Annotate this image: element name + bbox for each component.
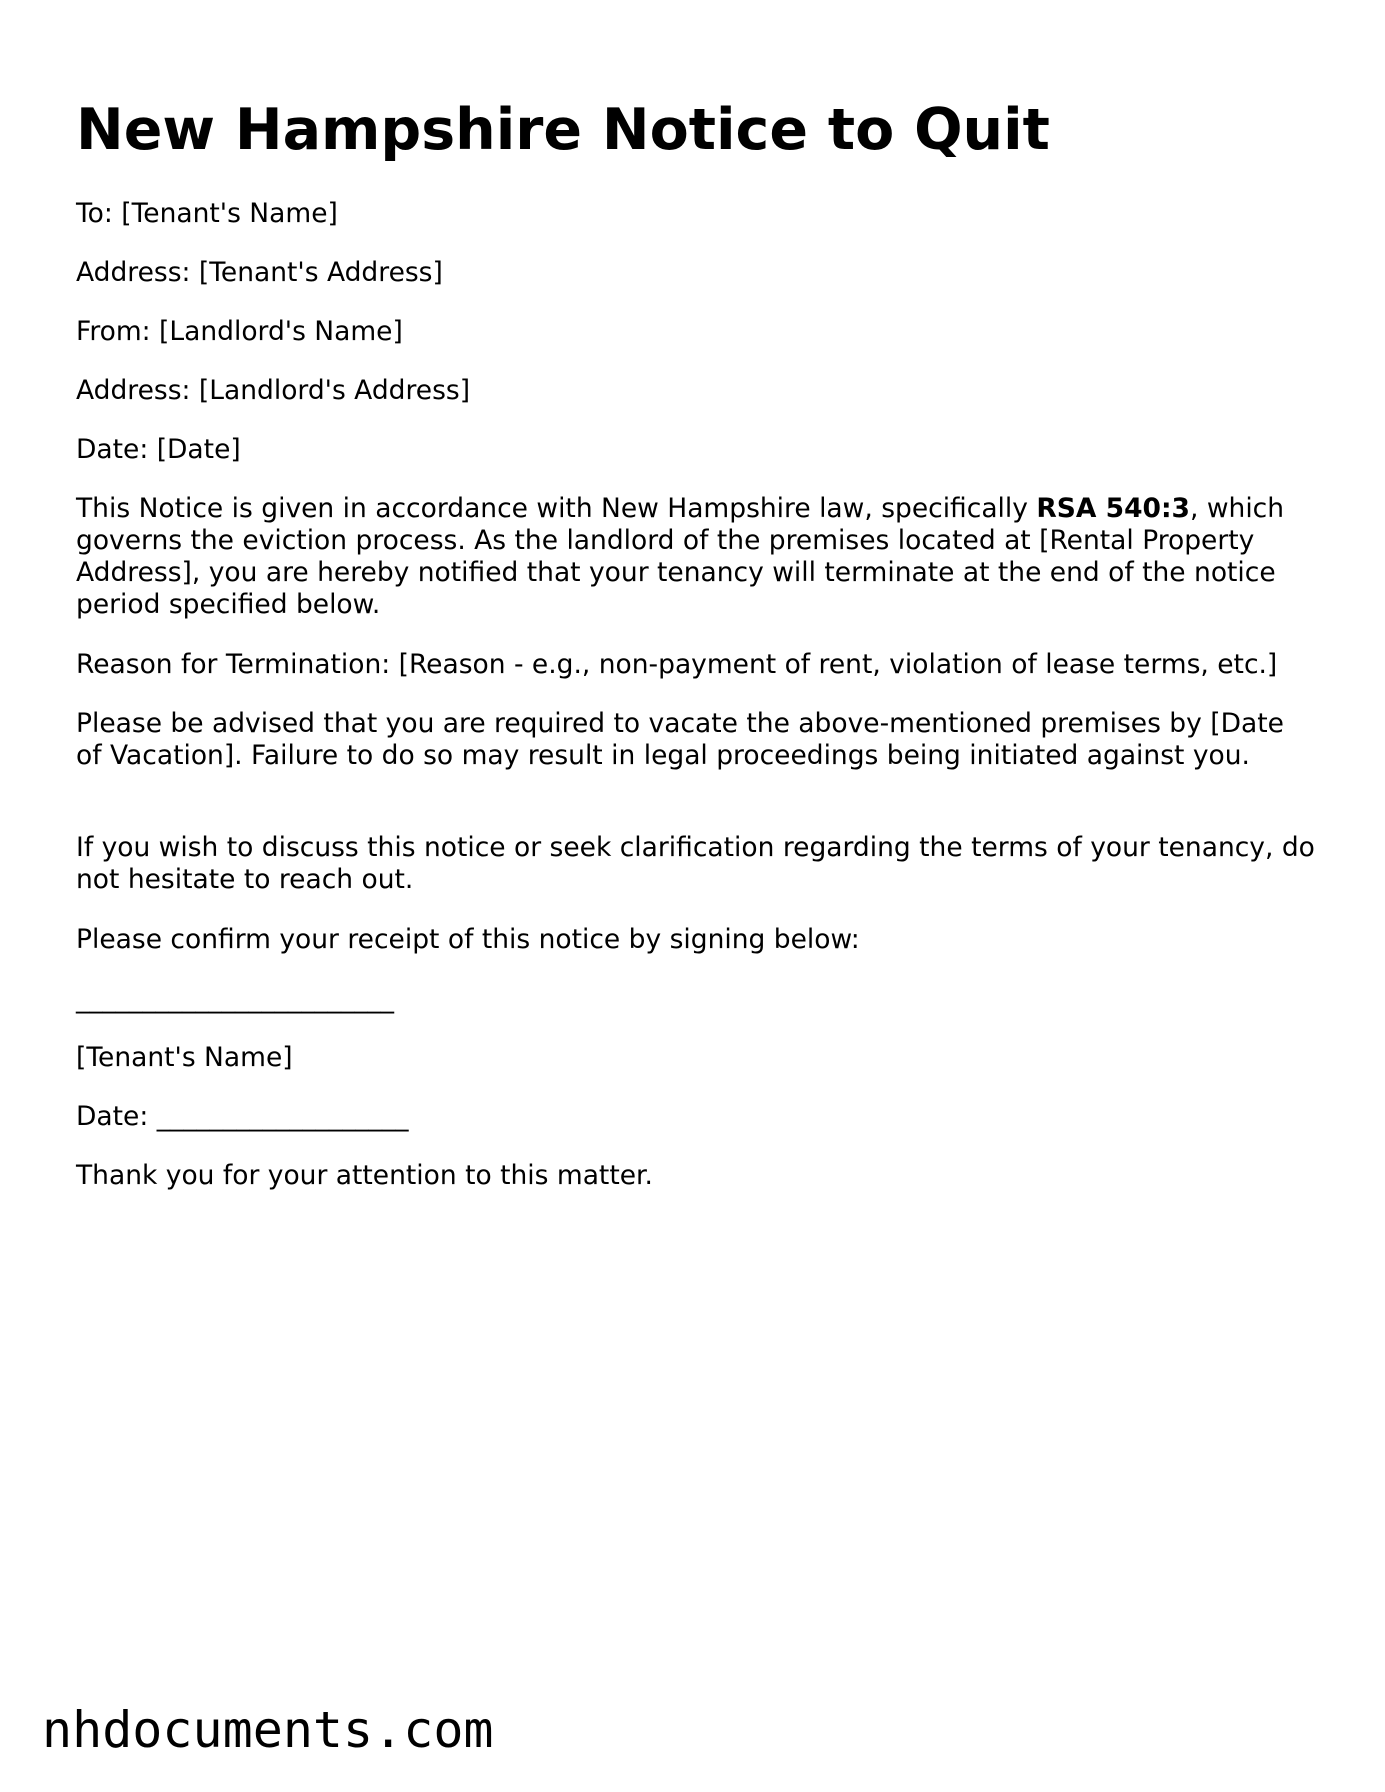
statute-reference: RSA 540:3 [1036, 493, 1190, 524]
signature-date-line: Date: ___________________ [76, 1101, 409, 1132]
confirm-line: Please confirm your receipt of this notice by signing below: [76, 924, 860, 955]
document-title: New Hampshire Notice to Quit [76, 97, 1050, 163]
intro-text-before: This Notice is given in accordance with New Hampshire law, specifically [76, 493, 1037, 524]
date-line: Date: [Date] [76, 434, 241, 465]
from-line: From: [Landlord's Name] [76, 316, 403, 347]
site-watermark: nhdocuments.com [42, 1701, 494, 1759]
closing-line: Thank you for your attention to this matter. [76, 1160, 653, 1191]
signature-line: ________________________ [76, 983, 394, 1014]
to-address-line: Address: [Tenant's Address] [76, 257, 443, 288]
intro-text-after: , which governs the eviction process. As the landlord of the premises located at [Rental Property Address], you are hereby notified that your tenancy will terminate at the end of the notice period specified below. [76, 493, 1285, 620]
vacate-paragraph: Please be advised that you are required to vacate the above-mentioned premises by [Date of Vacation]. Failure to do so may result in legal proceedings being initiated against you. [76, 708, 1284, 771]
reason-line: Reason for Termination: [Reason - e.g., non-payment of rent, violation of lease terms, etc.] [76, 649, 1278, 680]
from-address-line: Address: [Landlord's Address] [76, 375, 471, 406]
to-line: To: [Tenant's Name] [76, 198, 338, 229]
intro-paragraph [76, 493, 1316, 621]
signature-name: [Tenant's Name] [76, 1042, 293, 1073]
discuss-paragraph: If you wish to discuss this notice or seek clarification regarding the terms of your tenancy, do not hesitate to reach out. [76, 832, 1315, 895]
